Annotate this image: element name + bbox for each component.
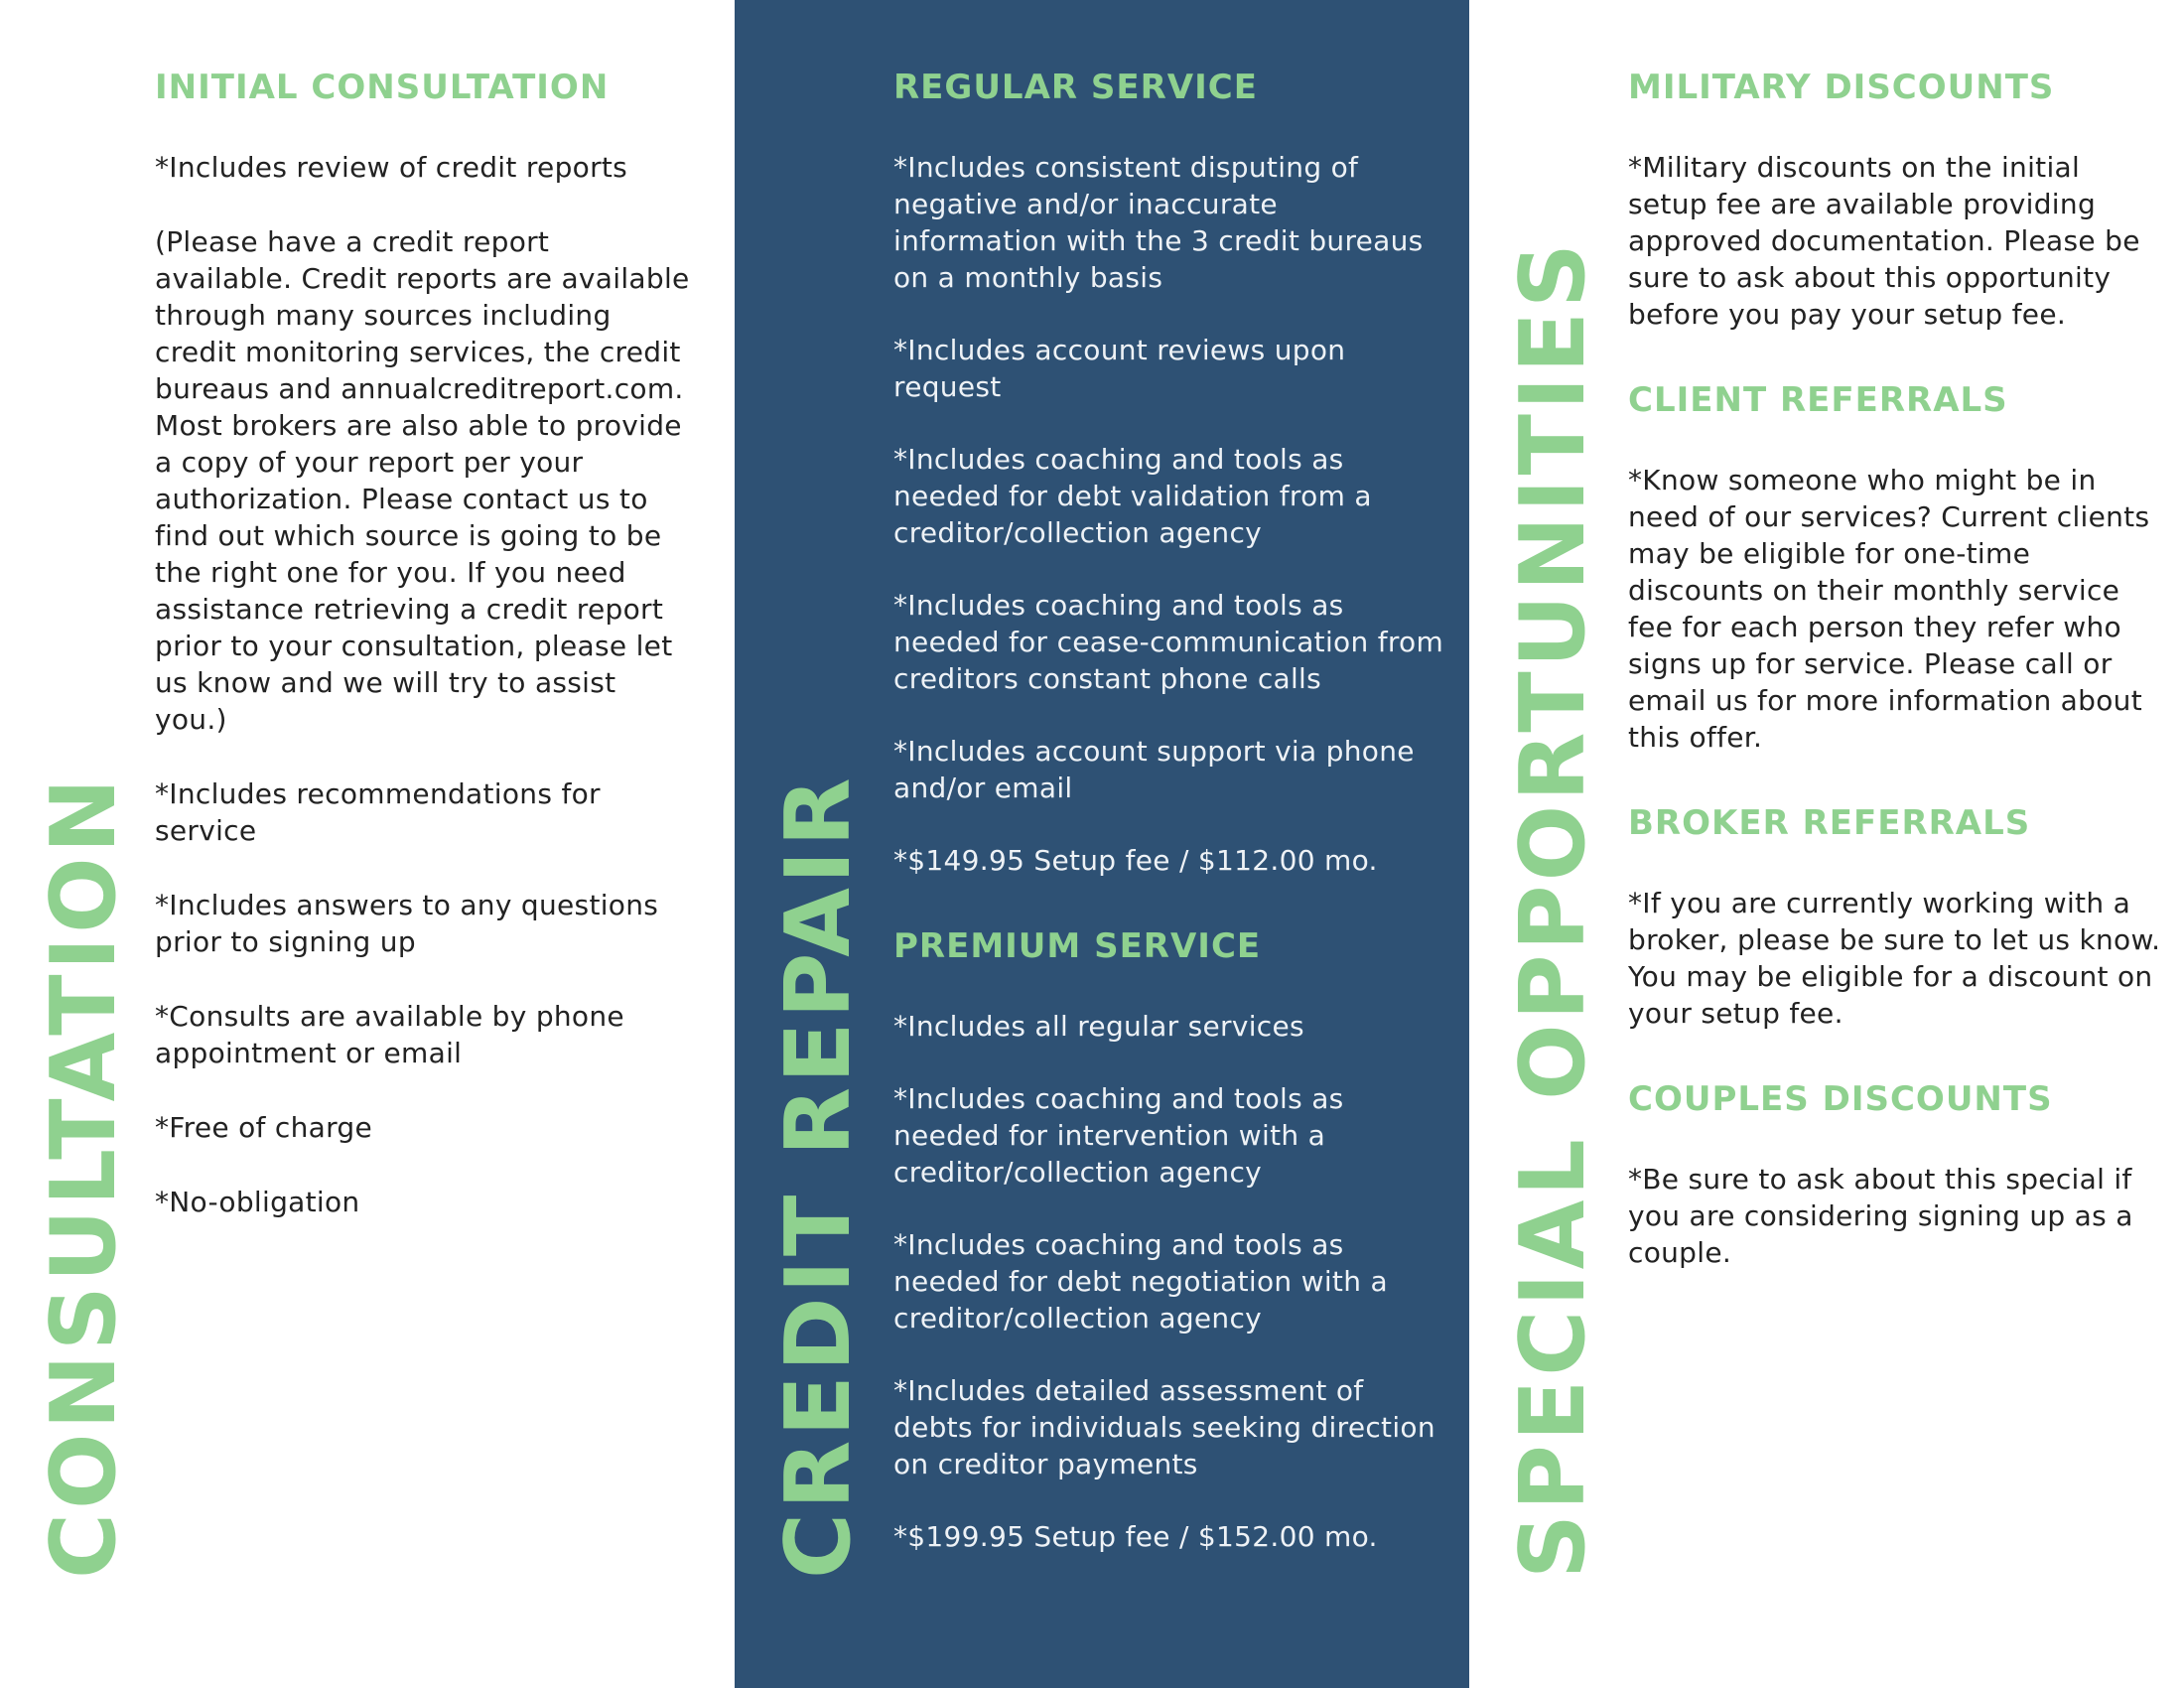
broker-referrals-heading: BROKER REFERRALS <box>1628 803 2031 843</box>
couples-discounts-text: *Be sure to ask about this special if you are considering signing up as a couple. <box>1628 1163 2133 1269</box>
client-referrals-text: *Know someone who might be in need of our services? Current clients may be eligible for one-time discounts on their monthly service fee for each person they refer who signs up for service. Please call or email us for more information about this offer. <box>1628 464 2150 754</box>
regular-service-item: *Includes coaching and tools as needed for cease-communication from creditors constant phone calls <box>893 589 1444 695</box>
premium-service-price: *$199.95 Setup fee / $152.00 mo. <box>893 1520 1378 1553</box>
special-opportunities-vertical-title: SPECIAL OPPORTUNITIES <box>1501 239 1605 1579</box>
premium-service-item: *Includes detailed assessment of debts for individuals seeking direction on creditor payments <box>893 1374 1435 1480</box>
consultation-item: *No-obligation <box>155 1186 360 1218</box>
consultation-panel <box>0 0 735 1688</box>
premium-service-item: *Includes coaching and tools as needed for debt negotiation with a creditor/collection agency <box>893 1228 1388 1335</box>
regular-service-item: *Includes account reviews upon request <box>893 334 1346 403</box>
initial-consultation-heading: INITIAL CONSULTATION <box>155 68 610 107</box>
premium-service-item: *Includes coaching and tools as needed for intervention with a creditor/collection agency <box>893 1082 1344 1189</box>
regular-service-heading: REGULAR SERVICE <box>893 68 1258 107</box>
premium-service-heading: PREMIUM SERVICE <box>893 926 1262 966</box>
client-referrals-heading: CLIENT REFERRALS <box>1628 380 2008 420</box>
regular-service-item: *Includes coaching and tools as needed for debt validation from a creditor/collection agency <box>893 443 1372 549</box>
consultation-item: *Free of charge <box>155 1111 373 1144</box>
consultation-item: *Includes review of credit reports <box>155 151 628 184</box>
credit-repair-panel <box>735 0 1469 1688</box>
military-discounts-text: *Military discounts on the initial setup fee are available providing approved documentation. Please be sure to ask about this opportunity before you pay your setup fee. <box>1628 151 2140 331</box>
special-opportunities-panel <box>1469 0 2184 1688</box>
consultation-item: *Consults are available by phone appointment or email <box>155 1000 624 1069</box>
military-discounts-heading: MILITARY DISCOUNTS <box>1628 68 2055 107</box>
special-opportunities-column <box>1628 68 2164 1307</box>
consultation-item: (Please have a credit report available. Credit reports are available through many sources including credit monitoring services, the credit bureaus and annualcreditreport.com. Most brokers are also able to provide a copy of your report per your authorization. Please contact us to find out which source is going to be the right one for you. If you need assistance retrieving a credit report prior to your consultation, please let us know and we will try to assist you.) <box>155 225 690 736</box>
regular-service-item: *Includes consistent disputing of negative and/or inaccurate information with the 3 credit bureaus on a monthly basis <box>893 151 1424 294</box>
credit-repair-column <box>893 68 1449 1591</box>
consultation-item: *Includes recommendations for service <box>155 777 601 847</box>
consultation-column <box>155 68 691 1258</box>
consultation-vertical-title: CONSULTATION <box>32 774 136 1579</box>
regular-service-item: *Includes account support via phone and/or email <box>893 735 1415 804</box>
regular-service-price: *$149.95 Setup fee / $112.00 mo. <box>893 844 1378 877</box>
consultation-item: *Includes answers to any questions prior to signing up <box>155 889 659 958</box>
couples-discounts-heading: COUPLES DISCOUNTS <box>1628 1079 2053 1119</box>
credit-repair-vertical-title: CREDIT REPAIR <box>766 774 871 1579</box>
broker-referrals-text: *If you are currently working with a broker, please be sure to let us know. You may be eligible for a discount on your setup fee. <box>1628 887 2161 1030</box>
premium-service-item: *Includes all regular services <box>893 1010 1304 1043</box>
